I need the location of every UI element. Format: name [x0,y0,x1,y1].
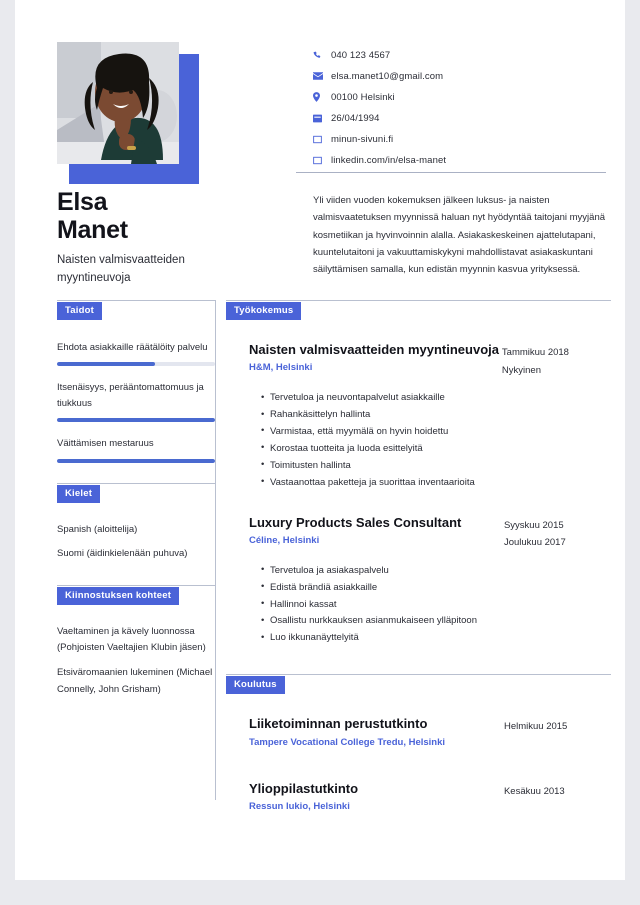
experience-entry [249,515,611,648]
skill-level-bar [57,362,215,366]
experience-bullets [249,563,611,648]
envelope-icon [313,72,331,80]
education-header-rule [226,674,611,675]
experience-organization: H&M, Helsinki [249,362,313,374]
main-column [226,300,611,818]
sidebar [57,300,215,706]
contact-item-location [313,88,613,106]
experience-dates [502,342,611,379]
email-value: elsa.manet10@gmail.com [331,70,444,82]
experience-badge: Työkokemus [226,302,301,320]
language-item: Spanish (aloittelija) [57,523,138,535]
languages-section-header [57,483,215,503]
education-organization: Ressun lukio, Helsinki [249,801,350,813]
experience-date-start: Tammikuu 2018 [501,347,569,358]
contact-item-phone [313,46,613,64]
bullet-item: • Edistä brändiä asiakkaille [261,580,611,597]
skill-item [57,340,215,366]
education-title: Liiketoiminnan perustutkinto [249,716,428,732]
education-dates [504,781,611,801]
resume-header [15,0,625,300]
skill-level-bar [57,459,215,463]
last-name: Manet [57,216,128,244]
calendar-icon [313,114,331,123]
interests-list [57,624,215,699]
bullet-item: • Varmistaa, että myymälä on hyvin hoidettu [261,424,611,441]
skill-item [57,436,215,462]
header-divider [296,172,606,173]
experience-date-start: Syyskuu 2015 [503,519,564,531]
location-value: 00100 Helsinki [331,91,395,103]
interests-section-header [57,585,215,605]
profile-photo-container [57,42,187,172]
bullet-item: • Toimitusten hallinta [261,458,611,475]
skill-name: Ehdota asiakkaille räätälöity palvelu [57,342,208,353]
linkedin-icon [313,156,331,165]
contact-item-website[interactable] [313,130,613,148]
languages-header-rule [57,483,215,484]
skills-badge: Taidot [57,302,102,320]
interests-header-rule [57,585,215,586]
bullet-item: • Hallinnoi kassat [261,597,611,614]
experience-bullets [249,390,611,491]
avatar [57,42,179,164]
experience-title: Naisten valmisvaatteiden myyntineuvoja [249,342,499,357]
education-title: Ylioppilastutkinto [249,780,359,796]
education-organization: Tampere Vocational College Tredu, Helsinki [249,736,446,748]
name-block [57,188,257,288]
education-date: Kesäkuu 2013 [503,785,565,797]
monitor-icon [313,135,331,144]
education-dates [504,716,611,736]
education-badge: Koulutus [226,676,285,694]
phone-value: 040 123 4567 [331,49,391,61]
bullet-item: • Tervetuloa ja asiakaspalvelu [261,563,611,580]
contact-item-birthdate [313,109,613,127]
headline-job-title: Naisten valmisvaatteiden myyntineuvoja [57,254,185,284]
interest-item: Etsiväromaanien lukeminen (Michael Connelly, John Grisham) [57,667,213,695]
skill-level-fill [57,459,215,463]
experience-title: Luxury Products Sales Consultant [249,514,462,530]
skills-list [57,340,215,463]
education-entry [249,716,611,750]
language-item: Suomi (äidinkielenään puhuva) [57,548,188,560]
contact-item-linkedin[interactable] [313,151,613,169]
bullet-item: • Korostaa tuotteita ja luoda esittelyitä [261,441,611,458]
experience-organization: Céline, Helsinki [249,534,320,546]
experience-dates [504,515,611,552]
first-name: Elsa [57,188,108,216]
education-section-header [226,674,611,694]
phone-icon [313,51,331,60]
profile-summary: Yli viiden vuoden kokemuksen jälkeen luksus- ja naisten valmisvaatetuksen myynnissä haluan nyt hyödyntää taitojani myyjänä kosmetiikan ja hyvinvoinnin alalla. Asiakaskeskeinen ajattelutapani, kuuntelutaitoni ja vakuuttamiskykyni mahdollistavat asiakaskuntani säilyttämisen samalla, kun edistän myynnin kasvua yrityksessä. [313,195,606,276]
birthdate-value: 26/04/1994 [331,112,380,124]
resume-page [15,0,625,880]
experience-date-end: Joulukuu 2017 [503,537,566,549]
experience-entry [249,342,611,492]
skill-item [57,380,215,422]
bullet-item: • Rahankäsittelyn hallinta [261,407,611,424]
skills-header-rule [57,300,215,301]
experience-date-end: Nykyinen [501,364,541,376]
contact-list [313,46,613,172]
skill-name: Väittämisen mestaruus [57,438,154,450]
skills-section-header [57,300,215,320]
experience-list [226,342,611,647]
interest-item: Vaeltaminen ja kävely luonnossa (Pohjoisten Vaeltajien Klubin jäsen) [57,625,206,654]
website-value: minun-sivuni.fi [331,133,394,145]
skill-level-fill [57,362,155,366]
experience-section-header [226,300,611,320]
languages-badge: Kielet [57,485,100,503]
skill-name: Itsenäisyys, perääntomattomuus ja tiukkuus [57,382,204,410]
column-divider [215,300,216,800]
education-entry [249,781,611,815]
bullet-item: • Vastaanottaa paketteja ja suorittaa inventaarioita [261,475,611,492]
experience-header-rule [226,300,611,301]
education-list [226,716,611,814]
location-pin-icon [313,92,331,102]
education-date: Helmikuu 2015 [503,721,568,733]
bullet-item: • Tervetuloa ja neuvontapalvelut asiakkaille [261,390,611,407]
languages-list [57,522,215,563]
linkedin-value: linkedin.com/in/elsa-manet [331,154,447,166]
interests-badge: Kiinnostuksen kohteet [57,587,179,605]
contact-item-email [313,67,613,85]
skill-level-fill [57,418,215,422]
bullet-item: • Luo ikkunanäyttelyitä [261,630,611,647]
skill-level-bar [57,418,215,422]
bullet-item: • Osallistu nurkkauksen asianmukaiseen ylläpitoon [261,613,611,630]
